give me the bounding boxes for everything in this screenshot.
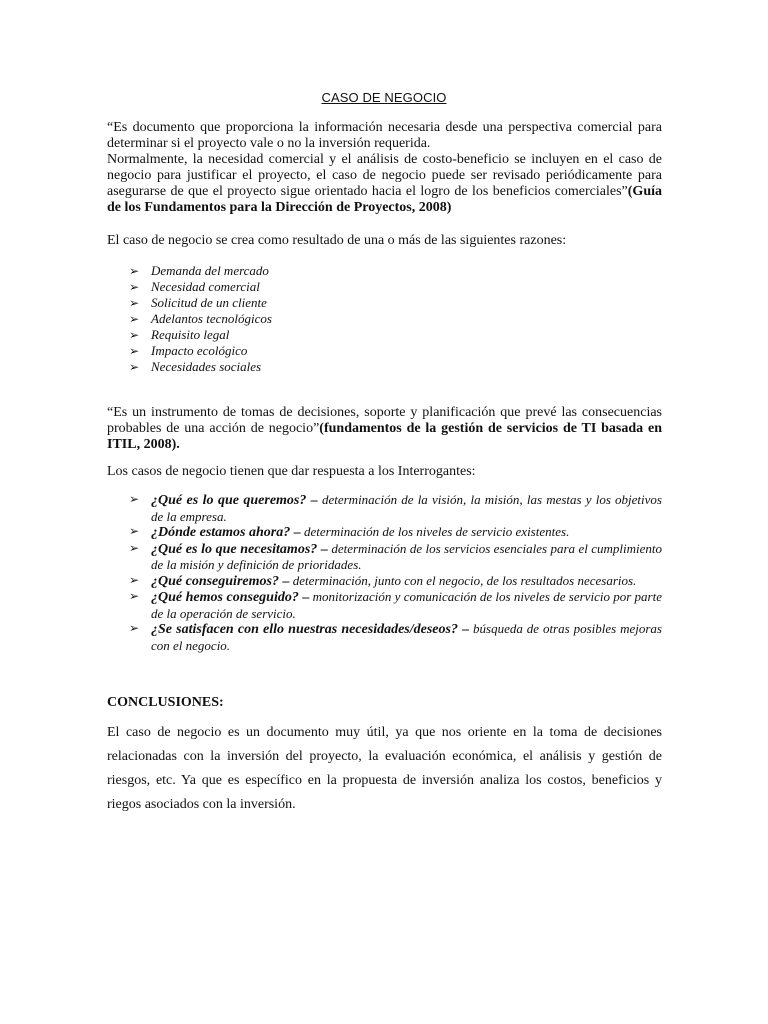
question-text: ¿Qué conseguiremos? – <box>151 573 290 589</box>
question-text: ¿Se satisfacen con ello nuestras necesidades/deseos? – <box>151 622 470 637</box>
reason-label: Demanda del mercado <box>151 263 269 278</box>
question-answer: monitorización y comunicación de los niveles de servicio por parte de la operación de servicio. <box>151 589 662 621</box>
question-answer: búsqueda de otras posibles mejoras con el negocio. <box>151 621 662 653</box>
document-title: CASO DE NEGOCIO <box>321 90 447 105</box>
question-answer: determinación de la visión, la misión, las mestas y los objetivos de la empresa. <box>151 492 662 524</box>
conclusions-text: El caso de negocio es un documento muy útil, ya que nos oriente en la toma de decisiones relacionadas con la inversión del proyecto, la evaluación económica, el análisis y gestión de riesgos, etc. Ya que es específico en la propuesta de inversión analiza los costos, beneficios y riegos asociados con la inversión. <box>107 725 662 812</box>
itil-text: “Es un instrumento de tomas de decisiones, soporte y planificación que prevé las consecuencias probables de una acción de negocio” <box>107 405 662 436</box>
reason-label: Necesidad comercial <box>151 279 260 294</box>
question-item <box>129 524 662 541</box>
arrowhead-bullet-icon: ➢ <box>129 572 140 587</box>
reason-item <box>129 311 669 327</box>
reason-item <box>129 359 669 375</box>
intro-citation: (Guía de los Fundamentos para la Dirección de Proyectos, 2008) <box>107 184 662 215</box>
questions-list <box>129 492 662 653</box>
reason-label: Adelantos tecnológicos <box>151 311 272 326</box>
questions-intro: Los casos de negocio tienen que dar respuesta a los Interrogantes: <box>107 464 476 479</box>
arrowhead-bullet-icon: ➢ <box>129 312 140 326</box>
intro-paragraph-1: “Es documento que proporciona la información necesaria desde una perspectiva comercial para determinar si el proyecto vale o no la inversión requerida. <box>107 120 662 151</box>
question-answer: determinación de los niveles de servicio existentes. <box>300 524 570 539</box>
arrowhead-bullet-icon: ➢ <box>129 621 140 635</box>
itil-paragraph <box>107 405 662 453</box>
reasons-list <box>129 263 669 375</box>
reasons-intro: El caso de negocio se crea como resultado de una o más de las siguientes razones: <box>107 233 567 248</box>
question-item <box>129 541 662 573</box>
reason-label: Solicitud de un cliente <box>151 295 267 310</box>
reason-label: Impacto ecológico <box>151 343 248 358</box>
reason-item <box>129 327 669 343</box>
question-text: ¿Dónde estamos ahora? – <box>151 525 301 540</box>
reason-label: Necesidades sociales <box>151 359 262 374</box>
arrowhead-bullet-icon: ➢ <box>129 524 140 538</box>
reason-item <box>129 279 669 295</box>
question-item <box>129 573 662 590</box>
arrowhead-bullet-icon: ➢ <box>129 589 140 603</box>
arrowhead-bullet-icon: ➢ <box>129 492 140 506</box>
intro-paragraph-2-text: Normalmente, la necesidad comercial y el análisis de costo-beneficio se incluyen en el caso de negocio para justificar el proyecto, el caso de negocio puede ser revisado periódicamente para asegurarse de que el proyecto sigue orientado hacia el logro de los beneficios comerciales” <box>107 152 662 199</box>
conclusions-title: CONCLUSIONES: <box>107 695 224 710</box>
arrowhead-bullet-icon: ➢ <box>129 264 140 278</box>
question-item <box>129 589 662 621</box>
question-text: ¿Qué hemos conseguido? – <box>151 590 310 605</box>
arrowhead-bullet-icon: ➢ <box>129 360 140 374</box>
reason-item <box>129 263 669 279</box>
arrowhead-bullet-icon: ➢ <box>129 328 140 342</box>
question-answer: determinación, junto con el negocio, de los resultados necesarios. <box>289 572 637 588</box>
arrowhead-bullet-icon: ➢ <box>129 540 140 555</box>
question-text: ¿Qué es lo que queremos? – <box>151 493 318 508</box>
question-item <box>129 492 662 524</box>
arrowhead-bullet-icon: ➢ <box>129 280 140 294</box>
intro-section <box>107 120 662 216</box>
reason-item <box>129 343 669 359</box>
reason-label: Requisito legal <box>151 327 230 342</box>
reason-item <box>129 295 669 311</box>
arrowhead-bullet-icon: ➢ <box>129 296 140 310</box>
intro-paragraph-2 <box>107 152 662 216</box>
question-item <box>129 621 662 653</box>
arrowhead-bullet-icon: ➢ <box>129 344 140 358</box>
question-text: ¿Qué es lo que necesitamos? – <box>151 541 328 557</box>
itil-citation: (fundamentos de la gestión de servicios de TI basada en ITIL, 2008). <box>107 421 662 452</box>
question-answer: determinación de los servicios esenciales para el cumplimiento de la misión y definición de prioridades. <box>151 540 663 572</box>
